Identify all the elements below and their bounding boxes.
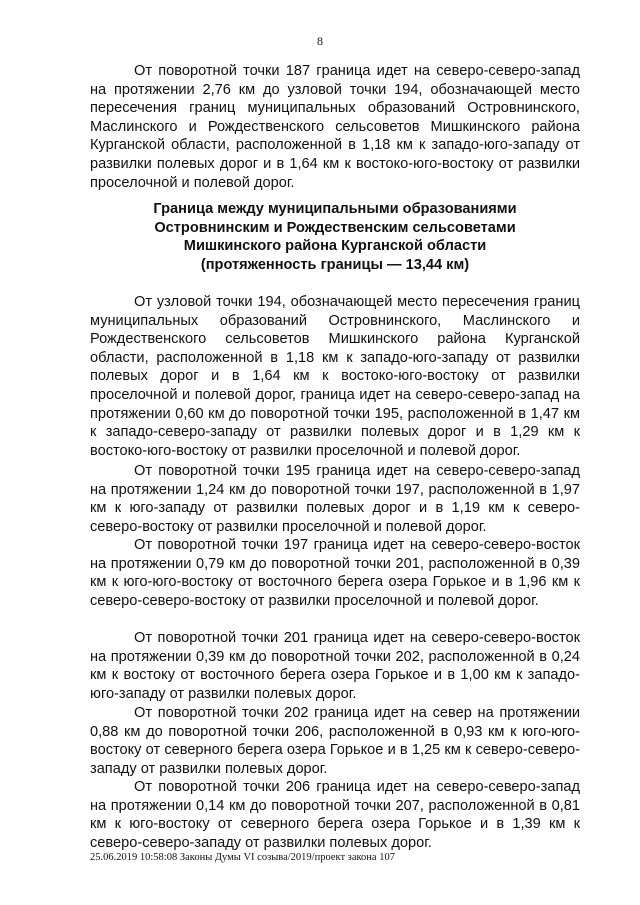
paragraph-2: От поворотной точки 195 граница идет на северо-северо-запад на протяжении 1,24 км до поворотной точки 197, расположенной в 1,97 км к юго-западу от развилки полевых дорог и в 1,19 км к северо-северо-востоку от развилки проселочной и полевой дорог.: [90, 463, 580, 535]
paragraph-1: От узловой точки 194, обозначающей место пересечения границ муниципальных образований Островнинского, Маслинского и Рождественского сельсоветов Мишкинского района Курганской области, расположенной в 1,18 км к западо-юго-западу от развилки полевых дорог и в 1,64 км к востоко-юго-востоку от развилки проселочной и полевой дорог, граница идет на северо-северо-запад на протяжении 0,60 км до поворотной точки 195, расположенной в 1,47 км к западо-северо-западу от развилки полевых дорог и в 1,29 км к востоко-юго-востоку от развилки проселочной и полевой дорог.: [90, 294, 580, 459]
heading-line-4: (протяженность границы — 13,44 км): [200, 256, 470, 273]
heading-line-1: Граница между муниципальными образованиями: [153, 201, 517, 217]
paragraph-6: От поворотной точки 206 граница идет на северо-северо-запад на протяжении 0,14 км до поворотной точки 207, расположенной в 0,81 км к юго-востоку от северного берега озера Горькое и в 1,39 км к северо-северо-западу от развилки полевых дорог.: [90, 779, 580, 851]
document-footer: 25.06.2019 10:58:08 Законы Думы VI созыва/2019/проект закона 107: [90, 852, 395, 863]
intro-paragraph: От поворотной точки 187 граница идет на северо-северо-запад на протяжении 2,76 км до узловой точки 194, обозначающей место пересечения границ муниципальных образований Островнинского, Маслинского и Рождественского сельсоветов Мишкинского района Курганской области, расположенной в 1,18 км к западо-юго-западу от развилки полевых дорог и в 1,64 км к востоко-юго-востоку от развилки проселочной и полевой дорог.: [90, 63, 580, 191]
page-number: 8: [317, 34, 323, 48]
paragraph-3: От поворотной точки 197 граница идет на северо-северо-восток на протяжении 0,79 км до поворотной точки 201, расположенной в 0,39 км к юго-юго-востоку от восточного берега озера Горькое и в 1,96 км к северо-северо-востоку от развилки проселочной и полевой дорог.: [90, 537, 580, 609]
section-heading: [90, 200, 580, 274]
heading-line-2: Островнинским и Рождественским сельсоветами: [154, 219, 516, 236]
paragraph-4: От поворотной точки 201 граница идет на северо-северо-восток на протяжении 0,39 км до поворотной точки 202, расположенной в 0,24 км к востоку от восточного берега озера Горькое и в 1,00 км к западо-юго-западу от развилки полевых дорог.: [90, 630, 580, 702]
paragraph-5: От поворотной точки 202 граница идет на север на протяжении 0,88 км до поворотной точки 206, расположенной в 0,93 км к юго-юго-востоку от северного берега озера Горькое и в 1,25 км к северо-северо-западу от развилки полевых дорог.: [90, 705, 580, 777]
heading-line-3: Мишкинского района Курганской области: [183, 238, 487, 255]
